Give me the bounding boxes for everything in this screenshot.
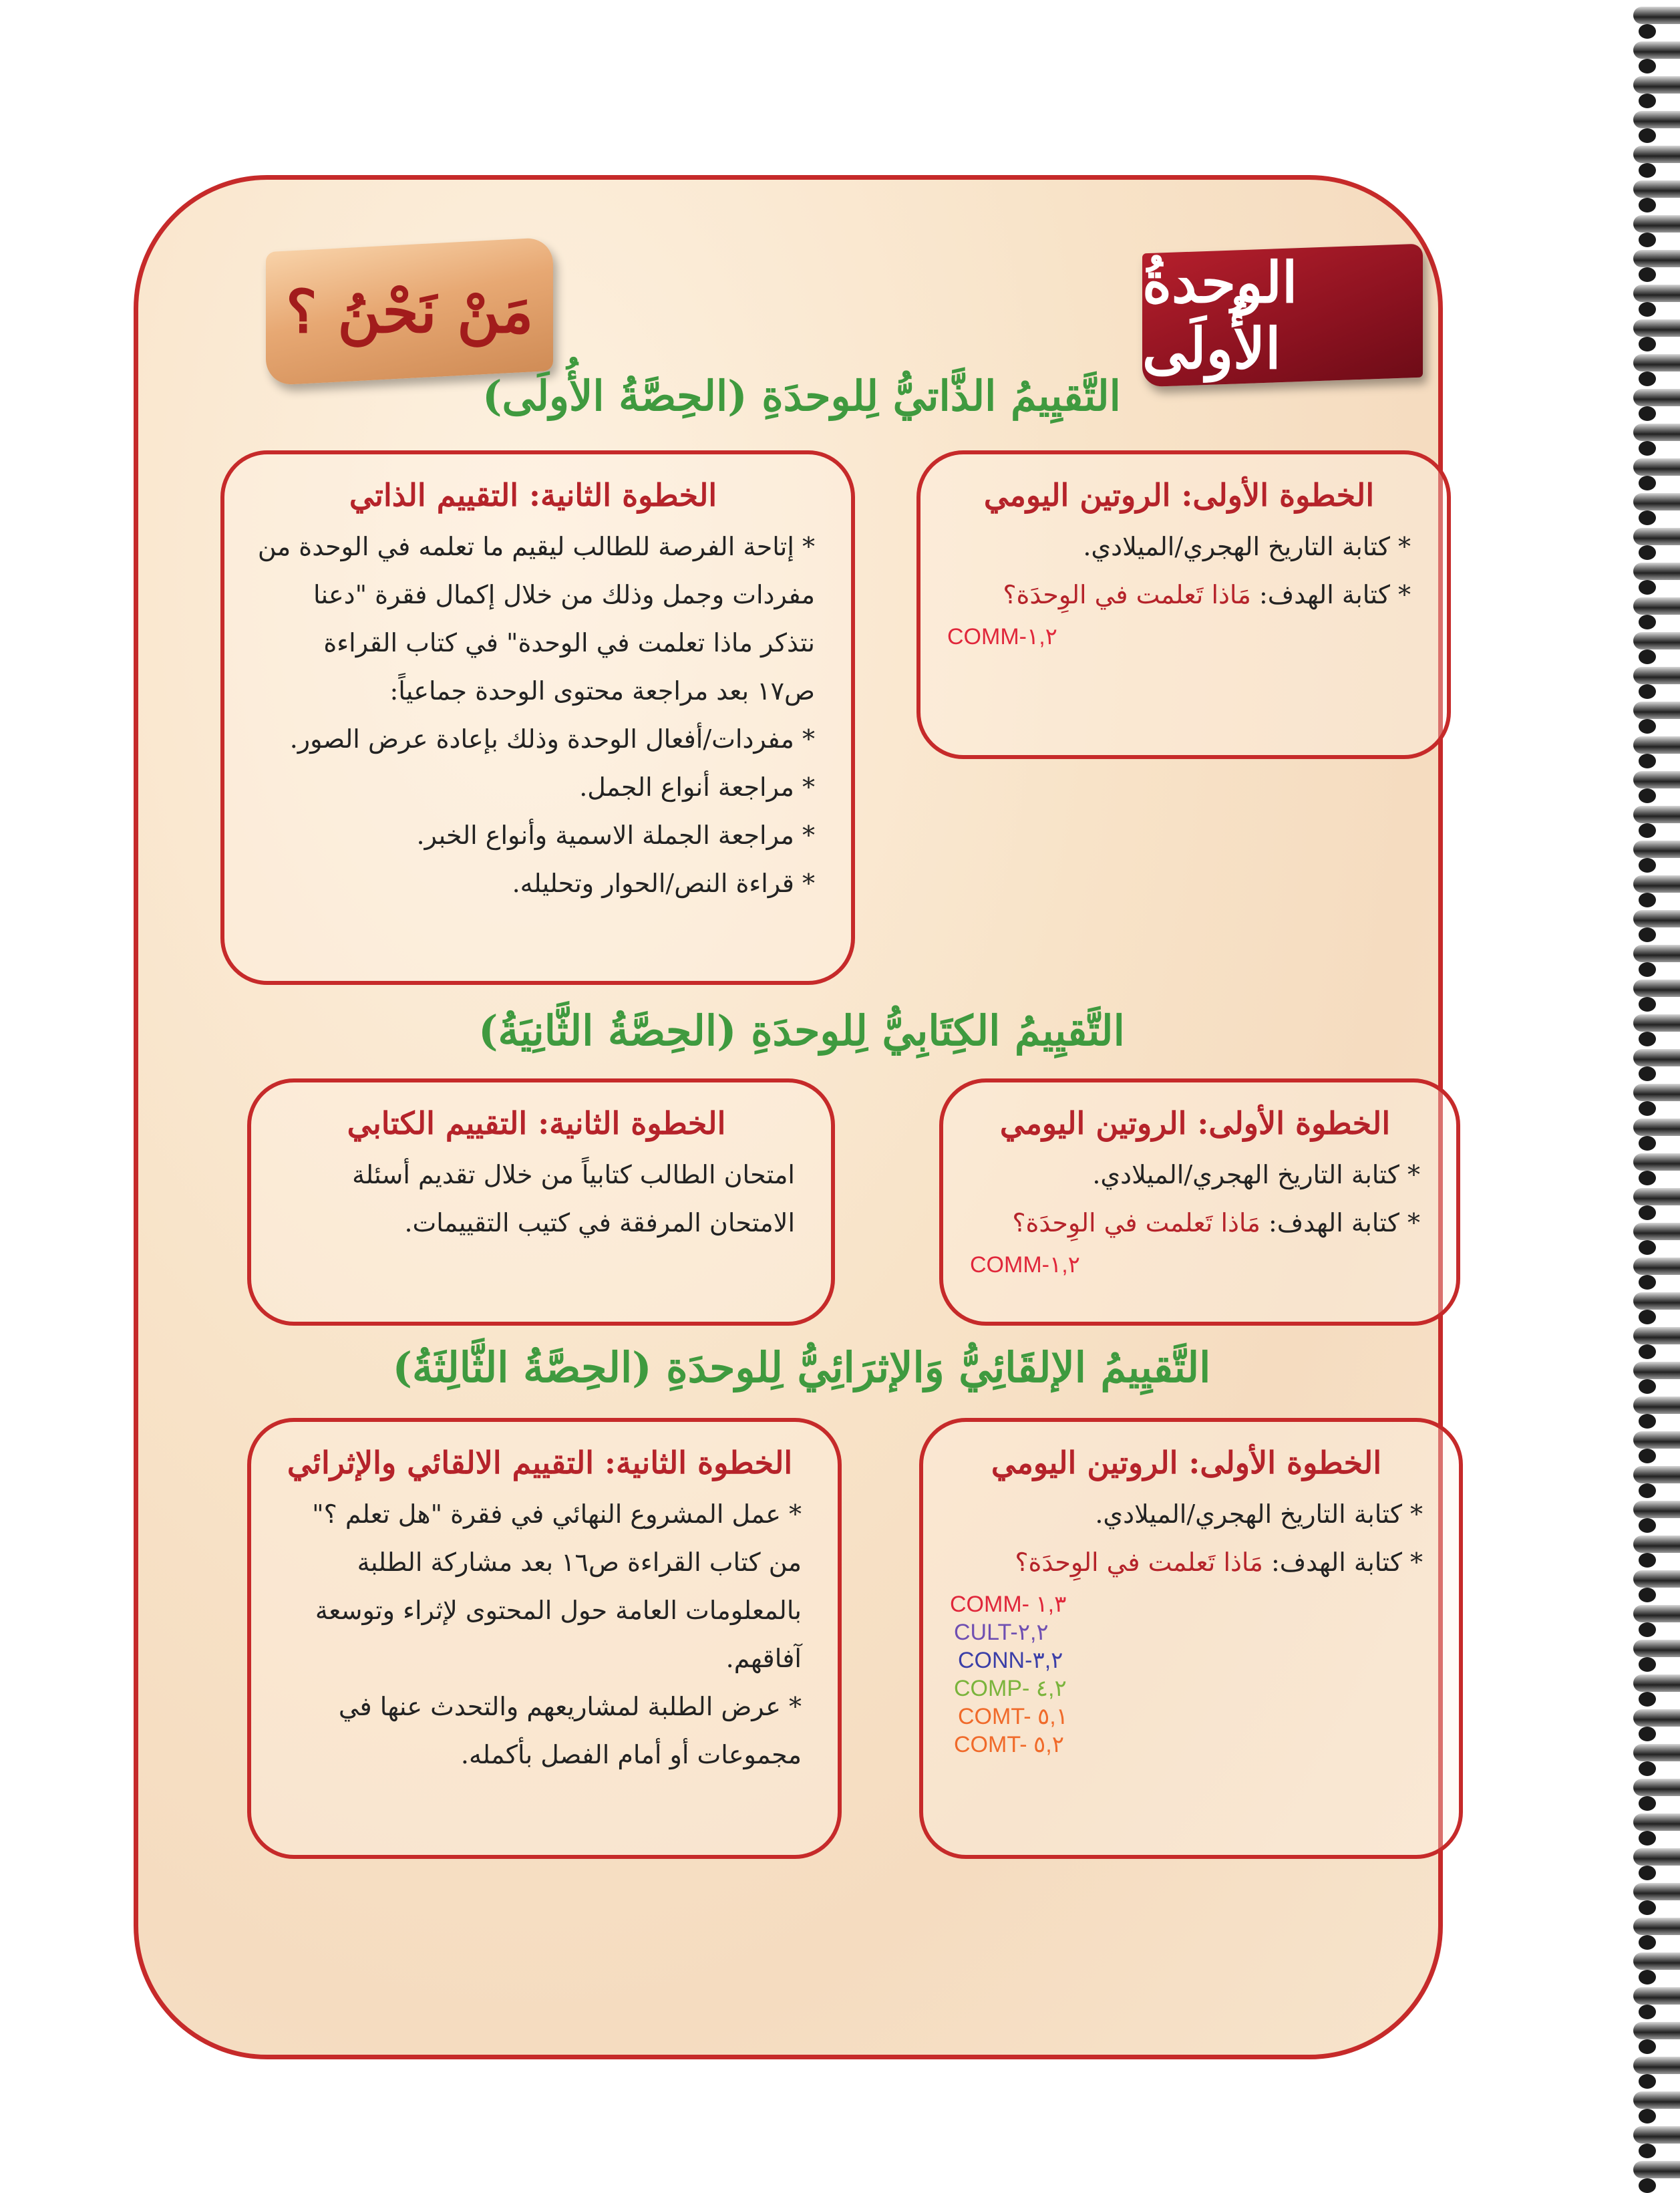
standards-codes <box>950 1590 1423 1759</box>
box-lines <box>251 523 815 907</box>
standards-codes <box>970 1251 1420 1279</box>
goal-question: مَاذا تَعلمت في الوِحدَة؟ <box>1012 1208 1261 1237</box>
spiral-coil <box>1633 1536 1680 1553</box>
spiral-coil <box>1633 597 1680 615</box>
spiral-coil <box>1633 285 1680 302</box>
box-line: * عرض الطلبة لمشاريعهم والتحدث عنها في <box>338 1692 802 1721</box>
box-title: الخطوة الثانية: التقييم الالقائي والإثرائي <box>287 1445 793 1481</box>
box-lines <box>278 1490 802 1779</box>
goal-label: * كتابة الهدف: <box>1271 1548 1423 1577</box>
spiral-coil <box>1633 841 1680 858</box>
box-line-goal <box>947 571 1411 619</box>
spiral-coil <box>1633 1605 1680 1622</box>
spiral-coil <box>1633 702 1680 719</box>
spiral-coil <box>1633 1049 1680 1066</box>
box-title: الخطوة الأولى: الروتين اليومي <box>991 1445 1382 1481</box>
spiral-coil <box>1633 806 1680 823</box>
spiral-coil <box>1633 2022 1680 2039</box>
spiral-coil <box>1633 1362 1680 1379</box>
spiral-coil <box>1633 1779 1680 1796</box>
box-section1-step1 <box>916 450 1451 759</box>
topic-scroll <box>266 237 553 386</box>
box-line: آفاقهم. <box>725 1644 802 1673</box>
spiral-coil <box>1633 2161 1680 2178</box>
unit-banner-label: الوحدةُ الأُولَى <box>1142 249 1298 382</box>
standard-code: COMM-١,٢ <box>947 624 1057 649</box>
box-title: الخطوة الثانية: التقييم الكتابي <box>347 1105 726 1141</box>
standard-code: COMP- ٤,٢ <box>954 1676 1067 1701</box>
spiral-coil <box>1633 1987 1680 2005</box>
box-line: * كتابة التاريخ الهجري/الميلادي. <box>1092 1160 1420 1189</box>
spiral-coil <box>1633 215 1680 233</box>
box-line: الامتحان المرفقة في كتيب التقييمات. <box>404 1208 795 1237</box>
spiral-coil <box>1633 424 1680 441</box>
box-line-goal <box>970 1199 1420 1247</box>
spiral-coil <box>1633 76 1680 94</box>
spiral-coil <box>1633 1848 1680 1866</box>
box-title: الخطوة الأولى: الروتين اليومي <box>999 1105 1391 1141</box>
spiral-coil <box>1633 1744 1680 1761</box>
box-line: امتحان الطالب كتابياً من خلال تقديم أسئلة <box>352 1160 795 1189</box>
spiral-coil <box>1633 1397 1680 1414</box>
spiral-coil <box>1633 875 1680 893</box>
box-section1-step2 <box>220 450 855 985</box>
standard-code: COMT- ٥,١ <box>958 1704 1068 1729</box>
spiral-coil <box>1633 736 1680 754</box>
spiral-coil <box>1633 1014 1680 1032</box>
section-title-self-assessment: التَّقيِيمُ الذَّاتيُّ لِلوحدَةِ (الحِصَّةُ الأُولَى) <box>482 372 1121 420</box>
spiral-coil <box>1633 2126 1680 2144</box>
spiral-coil <box>1633 1570 1680 1588</box>
spiral-coil <box>1633 945 1680 962</box>
section-title-written-assessment: التَّقيِيمُ الكِتَابِيُّ لِلوحدَةِ (الحِصَّةُ الثَّانِيَةُ) <box>478 1006 1125 1055</box>
spiral-coil <box>1633 1258 1680 1275</box>
spiral-coil <box>1633 1952 1680 1970</box>
spiral-coil <box>1633 1674 1680 1692</box>
box-line: بالمعلومات العامة حول المحتوى لإثراء وتوسعة <box>315 1596 802 1625</box>
box-title: الخطوة الثانية: التقييم الذاتي <box>349 477 717 513</box>
spiral-coil <box>1633 41 1680 59</box>
spiral-coil <box>1633 563 1680 580</box>
spiral-coil <box>1633 1883 1680 1900</box>
box-line: من كتاب القراءة ص١٦ بعد مشاركة الطلبة <box>357 1548 802 1577</box>
spiral-coil <box>1633 1501 1680 1518</box>
box-line: * مراجعة أنواع الجمل. <box>579 772 815 802</box>
spiral-coil <box>1633 7 1680 24</box>
spiral-coil <box>1633 1709 1680 1727</box>
spiral-coil <box>1633 1327 1680 1344</box>
box-section2-step1 <box>939 1078 1460 1326</box>
unit-banner <box>1142 244 1423 388</box>
spiral-coil <box>1633 389 1680 406</box>
box-line-goal <box>950 1538 1423 1586</box>
standard-code: COMM- ١,٣ <box>950 1592 1067 1617</box>
spiral-coil <box>1633 1918 1680 1935</box>
spiral-coil <box>1633 1640 1680 1657</box>
box-line: مفردات وجمل وذلك من خلال إكمال فقرة "دعنا <box>313 580 815 609</box>
box-line: * كتابة التاريخ الهجري/الميلادي. <box>1095 1499 1423 1529</box>
topic-scroll-label: مَنْ نَحْنُ ؟ <box>285 277 534 347</box>
standard-code: CONN-٣,٢ <box>958 1648 1063 1673</box>
spiral-coil <box>1633 910 1680 927</box>
spiral-coil <box>1633 319 1680 337</box>
box-line: * مراجعة الجملة الاسمية وأنواع الخبر. <box>416 821 815 850</box>
spiral-coil <box>1633 2057 1680 2074</box>
goal-label: * كتابة الهدف: <box>1258 580 1411 609</box>
box-line: * كتابة التاريخ الهجري/الميلادي. <box>1083 532 1411 561</box>
spiral-binding <box>1627 0 1680 2175</box>
spiral-coil <box>1633 458 1680 476</box>
spiral-coil <box>1633 180 1680 198</box>
box-title: الخطوة الأولى: الروتين اليومي <box>983 477 1375 513</box>
spiral-coil <box>1633 1466 1680 1483</box>
box-lines <box>278 1151 795 1247</box>
section-title-oral-enrichment-assessment: التَّقيِيمُ الإلقَائِيُّ وَالإثرَائِيُّ لِلوحدَةِ (الحِصَّةُ الثَّالِثَةُ) <box>392 1343 1211 1392</box>
spiral-coil <box>1633 528 1680 545</box>
spiral-coil <box>1633 1431 1680 1449</box>
box-line: ص١٧ بعد مراجعة محتوى الوحدة جماعياً: <box>389 676 815 706</box>
spiral-coil <box>1633 354 1680 372</box>
box-section3-step2 <box>247 1418 842 1859</box>
box-line: * إتاحة الفرصة للطالب ليقيم ما تعلمه في الوحدة من <box>257 532 815 561</box>
standard-code: COMT- ٥,٢ <box>954 1732 1064 1757</box>
standard-code: COMM-١,٢ <box>970 1252 1080 1278</box>
box-line: * عمل المشروع النهائي في فقرة "هل تعلم ؟" <box>312 1499 802 1529</box>
box-line: نتذكر ماذا تعلمت في الوحدة" في كتاب القراءة <box>323 628 815 657</box>
standards-codes <box>947 623 1411 651</box>
box-line: مجموعات أو أمام الفصل بأكمله. <box>460 1740 802 1769</box>
goal-label: * كتابة الهدف: <box>1268 1208 1420 1237</box>
spiral-coil <box>1633 2091 1680 2109</box>
spiral-coil <box>1633 1084 1680 1101</box>
spiral-coil <box>1633 1813 1680 1831</box>
goal-question: مَاذا تَعلمت في الوِحدَة؟ <box>1003 580 1251 609</box>
spiral-coil <box>1633 632 1680 649</box>
spiral-coil <box>1633 1223 1680 1240</box>
spiral-coil <box>1633 250 1680 267</box>
spiral-coil <box>1633 493 1680 510</box>
spiral-coil <box>1633 111 1680 128</box>
spiral-coil <box>1633 1188 1680 1205</box>
box-line: * قراءة النص/الحوار وتحليله. <box>512 869 815 898</box>
spiral-coil <box>1633 980 1680 997</box>
box-line: * مفردات/أفعال الوحدة وذلك بإعادة عرض الصور. <box>289 724 815 754</box>
box-section2-step2 <box>247 1078 835 1326</box>
spiral-coil <box>1633 1153 1680 1171</box>
spiral-coil <box>1633 1119 1680 1136</box>
standard-code: CULT-٢,٢ <box>954 1620 1049 1645</box>
goal-question: مَاذا تَعلمت في الوِحدَة؟ <box>1015 1548 1263 1577</box>
spiral-coil <box>1633 667 1680 684</box>
box-section3-step1 <box>919 1418 1463 1859</box>
spiral-coil <box>1633 771 1680 788</box>
spiral-coil <box>1633 146 1680 163</box>
spiral-coil <box>1633 1292 1680 1310</box>
